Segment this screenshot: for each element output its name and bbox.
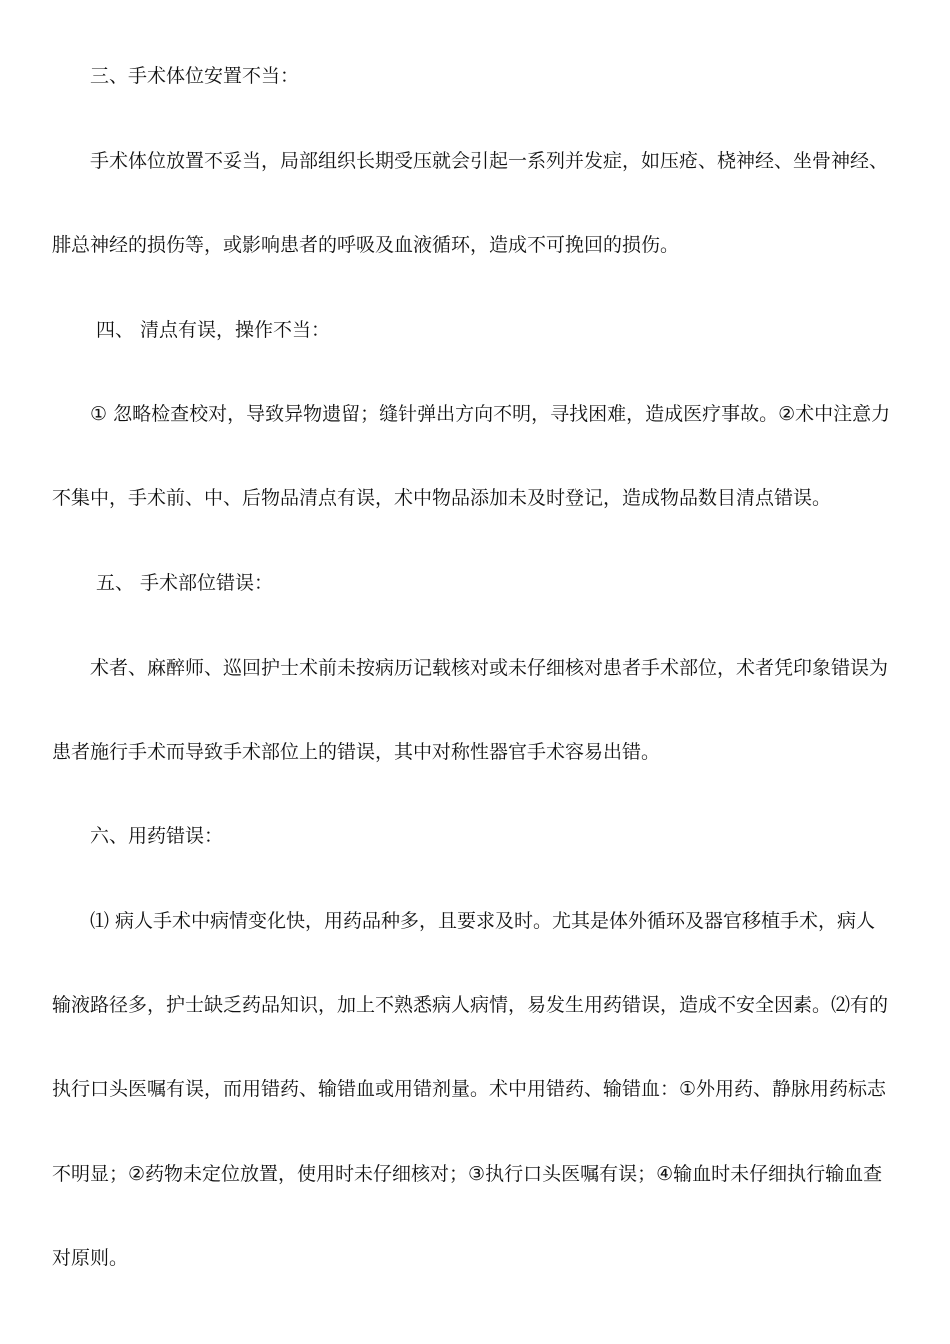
paragraph-line: 术者、麻醉师、巡回护士术前未按病历记载核对或未仔细核对患者手术部位，术者凭印象错误为 bbox=[90, 657, 889, 679]
paragraph-line: 手术体位放置不妥当，局部组织长期受压就会引起一系列并发症，如压疮、桡神经、坐骨神经、 bbox=[90, 150, 889, 172]
heading-count-error: 四、 清点有误，操作不当： bbox=[96, 319, 331, 341]
paragraph-line: 不集中，手术前、中、后物品清点有误，术中物品添加未及时登记，造成物品数目清点错误。 bbox=[52, 487, 832, 509]
paragraph-line: 输液路径多，护士缺乏药品知识，加上不熟悉病人病情，易发生用药错误，造成不安全因素。⑵有的 bbox=[52, 994, 889, 1016]
paragraph-line: 患者施行手术而导致手术部位上的错误，其中对称性器官手术容易出错。 bbox=[52, 741, 661, 763]
heading-surgical-position: 三、手术体位安置不当： bbox=[90, 65, 300, 87]
paragraph-line: 腓总神经的损伤等，或影响患者的呼吸及血液循环，造成不可挽回的损伤。 bbox=[52, 234, 680, 256]
heading-site-error: 五、 手术部位错误： bbox=[96, 572, 274, 594]
heading-medication-error: 六、用药错误： bbox=[90, 825, 224, 847]
paragraph-line: 执行口头医嘱有误，而用错药、输错血或用错剂量。术中用错药、输错血：①外用药、静脉用药标志 bbox=[52, 1078, 887, 1100]
paragraph-line: ⑴ 病人手术中病情变化快，用药品种多，且要求及时。尤其是体外循环及器官移植手术，病人 bbox=[90, 910, 876, 932]
paragraph-line: ① 忽略检查校对，导致异物遗留；缝针弹出方向不明，寻找困难，造成医疗事故。②术中注意力 bbox=[90, 403, 891, 425]
paragraph-line: 不明显；②药物未定位放置，使用时未仔细核对；③执行口头医嘱有误；④输血时未仔细执行输血查 bbox=[52, 1163, 883, 1185]
paragraph-line: 对原则。 bbox=[52, 1247, 129, 1269]
